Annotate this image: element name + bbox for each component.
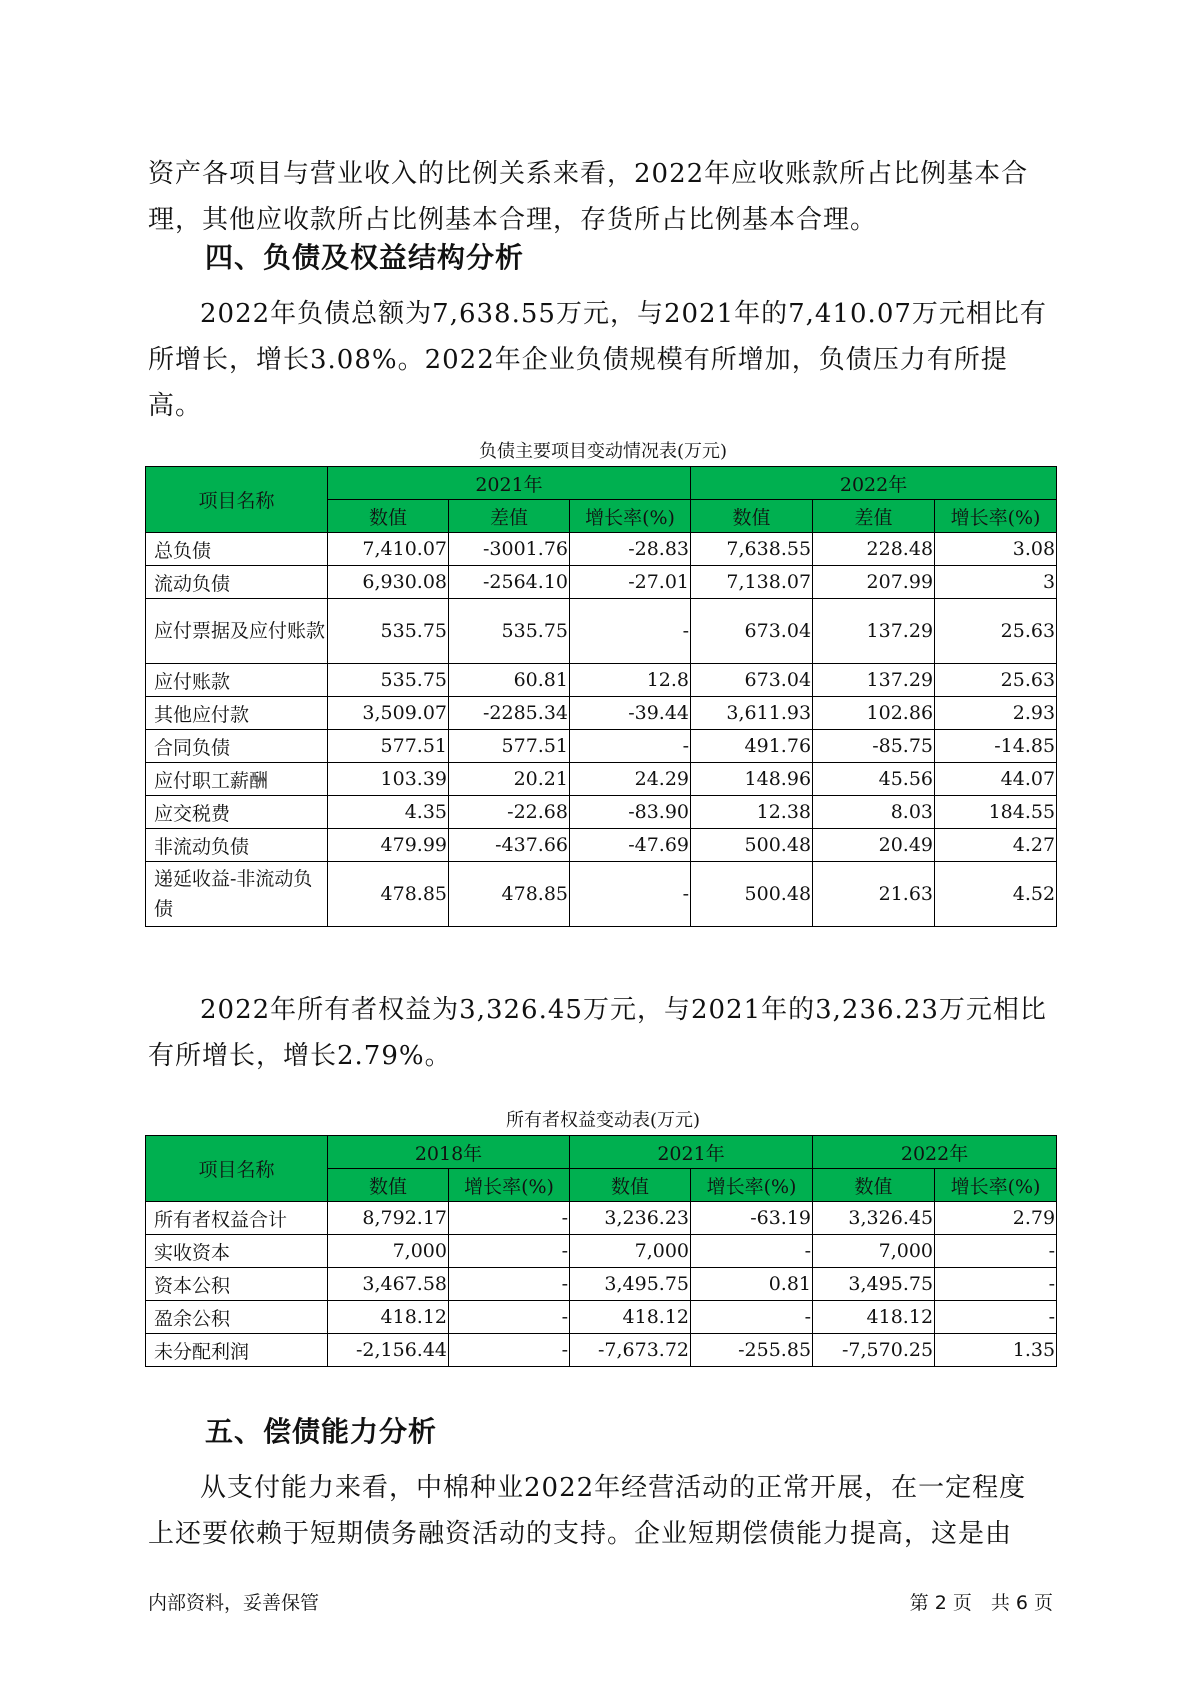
table-cell: 137.29 bbox=[813, 599, 935, 664]
table-row bbox=[146, 599, 1057, 664]
table-cell: 418.12 bbox=[328, 1301, 449, 1334]
intro-paragraph: 资产各项目与营业收入的比例关系来看，2022年应收账款所占比例基本合理，其他应收款所占比例基本合理，存货所占比例基本合理。 bbox=[148, 159, 1029, 235]
table-cell: -27.01 bbox=[570, 566, 691, 599]
sub-header: 增长率(%) bbox=[935, 1169, 1057, 1202]
table-cell: -437.66 bbox=[449, 829, 570, 862]
table-cell: -7,673.72 bbox=[570, 1334, 691, 1367]
table-cell: 478.85 bbox=[328, 862, 449, 927]
table-cell: 7,000 bbox=[328, 1235, 449, 1268]
row-label: 实收资本 bbox=[146, 1235, 328, 1268]
table-cell: -2,156.44 bbox=[328, 1334, 449, 1367]
table-cell: 184.55 bbox=[935, 796, 1057, 829]
sub-header: 数值 bbox=[813, 1169, 935, 1202]
table-cell: -47.69 bbox=[570, 829, 691, 862]
table-cell: 8,792.17 bbox=[328, 1202, 449, 1235]
table-cell: 3,236.23 bbox=[570, 1202, 691, 1235]
table-cell: 20.21 bbox=[449, 763, 570, 796]
year-header: 2022年 bbox=[813, 1136, 1057, 1169]
table-cell: 3.08 bbox=[935, 533, 1057, 566]
row-label: 流动负债 bbox=[146, 566, 328, 599]
row-label: 总负债 bbox=[146, 533, 328, 566]
table-cell: 60.81 bbox=[449, 664, 570, 697]
table-row bbox=[146, 730, 1057, 763]
table-cell: - bbox=[449, 1268, 570, 1301]
section4-paragraph: 2022年负债总额为7,638.55万元，与2021年的7,410.07万元相比有所增长，增长3.08%。2022年企业负债规模有所增加，负债压力有所提高。 bbox=[148, 299, 1047, 421]
section5-paragraph: 从支付能力来看，中棉种业2022年经营活动的正常开展，在一定程度上还要依赖于短期债务融资活动的支持。企业短期偿债能力提高，这是由 bbox=[148, 1473, 1027, 1549]
row-label: 资本公积 bbox=[146, 1268, 328, 1301]
table-cell: 3,326.45 bbox=[813, 1202, 935, 1235]
sub-header: 增长率(%) bbox=[691, 1169, 813, 1202]
sub-header: 数值 bbox=[570, 1169, 691, 1202]
table-cell: - bbox=[570, 599, 691, 664]
table-row bbox=[146, 1268, 1057, 1301]
row-label: 应付票据及应付账款 bbox=[146, 599, 328, 664]
equity-paragraph: 2022年所有者权益为3,326.45万元，与2021年的3,236.23万元相比有所增长，增长2.79%。 bbox=[148, 995, 1047, 1071]
table-cell: - bbox=[449, 1235, 570, 1268]
table-cell: - bbox=[449, 1334, 570, 1367]
table-cell: 535.75 bbox=[449, 599, 570, 664]
table-cell: 478.85 bbox=[449, 862, 570, 927]
table-row bbox=[146, 1301, 1057, 1334]
table-cell: 207.99 bbox=[813, 566, 935, 599]
sub-header: 数值 bbox=[328, 500, 449, 533]
table-cell: 44.07 bbox=[935, 763, 1057, 796]
table-cell: 673.04 bbox=[691, 599, 813, 664]
year-header: 2021年 bbox=[570, 1136, 813, 1169]
table-row bbox=[146, 1202, 1057, 1235]
table-cell: 535.75 bbox=[328, 599, 449, 664]
row-label: 非流动负债 bbox=[146, 829, 328, 862]
table-row bbox=[146, 862, 1057, 927]
table-cell: - bbox=[449, 1301, 570, 1334]
table-cell: -85.75 bbox=[813, 730, 935, 763]
table-cell: 103.39 bbox=[328, 763, 449, 796]
table-row bbox=[146, 697, 1057, 730]
table-row bbox=[146, 1334, 1057, 1367]
table-cell: 7,638.55 bbox=[691, 533, 813, 566]
sub-header: 数值 bbox=[691, 500, 813, 533]
table-cell: 20.49 bbox=[813, 829, 935, 862]
section5-heading: 五、偿债能力分析 bbox=[205, 1415, 438, 1448]
table-cell: 500.48 bbox=[691, 862, 813, 927]
table-cell: - bbox=[935, 1301, 1057, 1334]
year-header: 2021年 bbox=[328, 467, 691, 500]
table-cell: 12.8 bbox=[570, 664, 691, 697]
table-cell: - bbox=[570, 730, 691, 763]
table-cell: -7,570.25 bbox=[813, 1334, 935, 1367]
row-label: 递延收益-非流动负债 bbox=[146, 862, 328, 927]
table-cell: 4.27 bbox=[935, 829, 1057, 862]
table-cell: 3,509.07 bbox=[328, 697, 449, 730]
liability-table-caption: 负债主要项目变动情况表(万元) bbox=[478, 441, 728, 462]
table-cell: -255.85 bbox=[691, 1334, 813, 1367]
table-cell: 228.48 bbox=[813, 533, 935, 566]
table-cell: 3,495.75 bbox=[813, 1268, 935, 1301]
table-cell: - bbox=[935, 1235, 1057, 1268]
table-cell: 577.51 bbox=[328, 730, 449, 763]
table-cell: 3,495.75 bbox=[570, 1268, 691, 1301]
table-cell: 577.51 bbox=[449, 730, 570, 763]
table-cell: - bbox=[691, 1301, 813, 1334]
year-header: 2018年 bbox=[328, 1136, 570, 1169]
table-cell: -2564.10 bbox=[449, 566, 570, 599]
footer-page-number: 第 2 页 共 6 页 bbox=[909, 1592, 1053, 1614]
table-cell: 4.35 bbox=[328, 796, 449, 829]
table-row bbox=[146, 763, 1057, 796]
sub-header: 数值 bbox=[328, 1169, 449, 1202]
year-header: 2022年 bbox=[691, 467, 1057, 500]
table-cell: 418.12 bbox=[570, 1301, 691, 1334]
row-label: 其他应付款 bbox=[146, 697, 328, 730]
table-row bbox=[146, 829, 1057, 862]
table-cell: 535.75 bbox=[328, 664, 449, 697]
sub-header: 增长率(%) bbox=[449, 1169, 570, 1202]
table-cell: 2.79 bbox=[935, 1202, 1057, 1235]
table-cell: - bbox=[935, 1268, 1057, 1301]
table-cell: - bbox=[570, 862, 691, 927]
table-row bbox=[146, 796, 1057, 829]
table-cell: 7,000 bbox=[570, 1235, 691, 1268]
table-cell: 6,930.08 bbox=[328, 566, 449, 599]
table-cell: 12.38 bbox=[691, 796, 813, 829]
table-cell: 45.56 bbox=[813, 763, 935, 796]
sub-header: 差值 bbox=[813, 500, 935, 533]
table-cell: 500.48 bbox=[691, 829, 813, 862]
row-label: 应交税费 bbox=[146, 796, 328, 829]
table-cell: 0.81 bbox=[691, 1268, 813, 1301]
table-cell: 2.93 bbox=[935, 697, 1057, 730]
table-row bbox=[146, 533, 1057, 566]
col-item-header: 项目名称 bbox=[146, 1136, 328, 1202]
table-cell: 7,410.07 bbox=[328, 533, 449, 566]
col-item-header: 项目名称 bbox=[146, 467, 328, 533]
table-cell: -83.90 bbox=[570, 796, 691, 829]
table-cell: 673.04 bbox=[691, 664, 813, 697]
row-label: 所有者权益合计 bbox=[146, 1202, 328, 1235]
table-cell: - bbox=[449, 1202, 570, 1235]
table-cell: 418.12 bbox=[813, 1301, 935, 1334]
sub-header: 差值 bbox=[449, 500, 570, 533]
table-cell: -28.83 bbox=[570, 533, 691, 566]
table-row bbox=[146, 1235, 1057, 1268]
table-cell: 1.35 bbox=[935, 1334, 1057, 1367]
table-cell: -14.85 bbox=[935, 730, 1057, 763]
table-cell: 24.29 bbox=[570, 763, 691, 796]
table-cell: 8.03 bbox=[813, 796, 935, 829]
table-cell: 4.52 bbox=[935, 862, 1057, 927]
table-cell: 3,467.58 bbox=[328, 1268, 449, 1301]
table-cell: -63.19 bbox=[691, 1202, 813, 1235]
equity-table-body bbox=[146, 1202, 1057, 1367]
sub-header: 增长率(%) bbox=[935, 500, 1057, 533]
row-label: 应付账款 bbox=[146, 664, 328, 697]
section4-heading: 四、负债及权益结构分析 bbox=[205, 241, 525, 274]
table-cell: 25.63 bbox=[935, 664, 1057, 697]
table-cell: 102.86 bbox=[813, 697, 935, 730]
table-row bbox=[146, 664, 1057, 697]
liability-table bbox=[145, 466, 1057, 927]
table-cell: 7,138.07 bbox=[691, 566, 813, 599]
table-cell: 479.99 bbox=[328, 829, 449, 862]
row-label: 应付职工薪酬 bbox=[146, 763, 328, 796]
equity-table bbox=[145, 1135, 1057, 1367]
liability-table-body bbox=[146, 533, 1057, 927]
table-cell: -3001.76 bbox=[449, 533, 570, 566]
equity-table-caption: 所有者权益变动表(万元) bbox=[505, 1110, 701, 1131]
table-cell: 148.96 bbox=[691, 763, 813, 796]
table-cell: -22.68 bbox=[449, 796, 570, 829]
table-cell: 7,000 bbox=[813, 1235, 935, 1268]
sub-header: 增长率(%) bbox=[570, 500, 691, 533]
row-label: 合同负债 bbox=[146, 730, 328, 763]
table-row bbox=[146, 566, 1057, 599]
table-cell: 137.29 bbox=[813, 664, 935, 697]
table-cell: 3,611.93 bbox=[691, 697, 813, 730]
table-cell: - bbox=[691, 1235, 813, 1268]
table-cell: 491.76 bbox=[691, 730, 813, 763]
table-cell: -2285.34 bbox=[449, 697, 570, 730]
table-cell: 25.63 bbox=[935, 599, 1057, 664]
table-cell: -39.44 bbox=[570, 697, 691, 730]
row-label: 未分配利润 bbox=[146, 1334, 328, 1367]
footer-confidential: 内部资料，妥善保管 bbox=[148, 1592, 320, 1614]
table-cell: 3 bbox=[935, 566, 1057, 599]
row-label: 盈余公积 bbox=[146, 1301, 328, 1334]
table-cell: 21.63 bbox=[813, 862, 935, 927]
